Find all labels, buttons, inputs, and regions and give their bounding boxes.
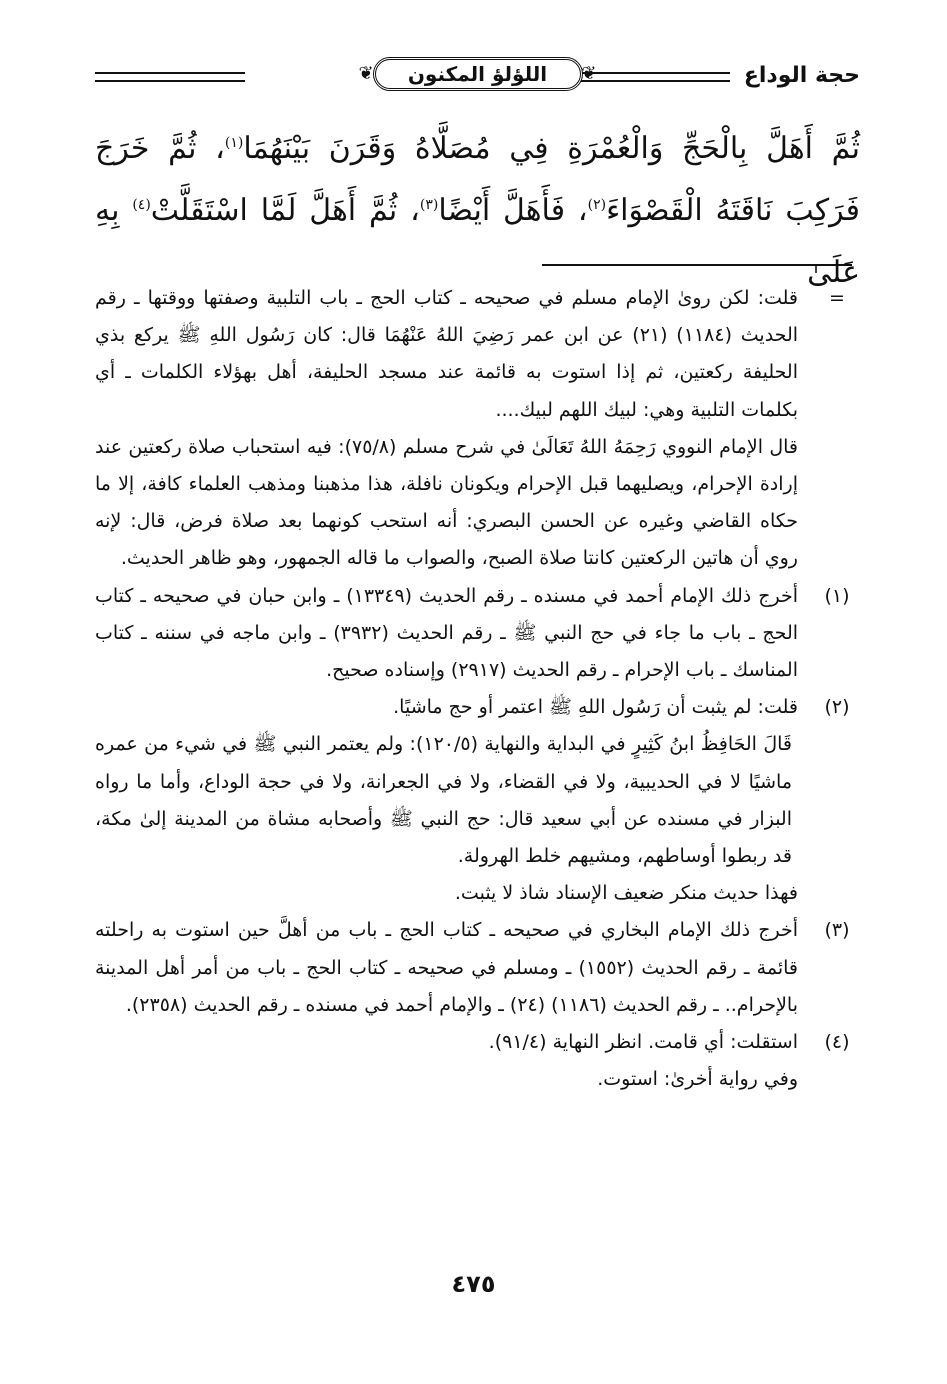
footnote-number: (٤)	[824, 1031, 850, 1054]
footnotes	[95, 280, 860, 1098]
footnote-paragraph: قال الإمام النووي رَحِمَهُ اللهُ تَعَالَىٰ في شرح مسلم (٧٥/٨): فيه استحباب صلاة ركعتين عند إرادة الإحرام، ويصليهما قبل الإحرام ويكونان نافلة، هذا مذهبنا ومذهب العلماء كافة، إلا ما حكاه القاضي وغيره عن الحسن البصري: أنه استحب كونهما بعد صلاة فرض، قال: لإنه روي أن هاتين الركعتين كانتا صلاة الصبح، والصواب ما قاله الجمهور، وهو ظاهر الحديث.	[95, 435, 799, 570]
footnote-ref-4[interactable]: (٤)	[132, 197, 151, 213]
ornament-icon: ❦	[581, 63, 597, 84]
text-segment: بِهِ عَلَىٰ	[95, 193, 860, 290]
footnote-paragraph: قلت: لم يثبت أن رَسُول اللهِ ﷺ اعتمر أو حج ماشيًا.	[393, 696, 798, 719]
text-segment: ثُمَّ أَهَلَّ بِالْحَجِّ وَالْعُمْرَةِ فِي مُصَلَّاهُ وَقَرَنَ بَيْنَهُمَا	[243, 131, 860, 166]
footnote-paragraph: وفي رواية أخرىٰ: استوت.	[597, 1068, 798, 1091]
footnote-4	[95, 1024, 860, 1098]
main-text-line	[95, 118, 860, 180]
header-rule-left	[95, 72, 245, 82]
footnote-separator	[542, 264, 852, 266]
footnote-paragraph: أخرج ذلك الإمام أحمد في مسنده ـ رقم الحديث (١٣٣٤٩) ـ وابن حبان في صحيحه ـ كتاب الحج ـ باب ما جاء في حج النبي ﷺ ـ رقم الحديث (٣٩٣٢) ـ وابن ماجه في سننه ـ كتاب المناسك ـ باب الإحرام ـ رقم الحديث (٢٩١٧) وإسناده صحيح.	[95, 584, 799, 682]
footnote-ref-2[interactable]: (٢)	[587, 197, 607, 213]
footnote-paragraph: قَالَ الحَافِظُ ابنُ كَثِيرٍ في البداية والنهاية (١٢٠/٥): ولم يعتمر النبي ﷺ في شيء من عمره ماشيًا لا في الحديبية، ولا في القضاء، ولا في الجعرانة، ولا في حجة الوداع، وأما ما رواه البزار في مسنده عن أبي سعيد قال: حج النبي ﷺ وأصحابه مشاة من المدينة إلىٰ مكة، قد ربطوا أوساطهم، ومشيهم خلط الهرولة.	[95, 733, 792, 868]
footnote-1	[95, 578, 860, 690]
footnote-3	[95, 912, 860, 1024]
footnote-paragraph: أخرج ذلك الإمام البخاري في صحيحه ـ كتاب الحج ـ باب من أهلَّ حين استوت به راحلته قائمة ـ رقم الحديث (١٥٥٢) ـ ومسلم في صحيحه ـ كتاب الحج ـ باب من أمر أهل المدينة بالإحرام.. ـ رقم الحديث (١١٨٦) (٢٤) ـ والإمام أحمد في مسنده ـ رقم الحديث (٢٣٥٨).	[95, 919, 798, 1016]
footnote-2	[95, 689, 860, 912]
page-number: ٤٧٥	[451, 1270, 496, 1298]
footnote-paragraph: فهذا حديث منكر ضعيف الإسناد شاذ لا يثبت.	[454, 882, 798, 905]
text-segment: ، ثُمَّ خَرَجَ	[95, 131, 225, 166]
continuation-marker: =	[829, 287, 845, 309]
footnote-number: (١)	[824, 584, 850, 607]
book-title: اللؤلؤ المكنون	[407, 62, 548, 86]
book-title-cartouche	[358, 57, 597, 91]
footnote-ref-1[interactable]: (١)	[224, 135, 244, 151]
footnote-number: (٢)	[824, 696, 850, 719]
running-header	[95, 55, 860, 95]
section-title: حجة الوداع	[743, 63, 860, 88]
header-rule-right	[580, 72, 730, 82]
text-segment: ، ثُمَّ أَهَلَّ لَمَّا اسْتَقَلَّتْ	[150, 193, 420, 228]
footnote-number: (٣)	[824, 919, 850, 942]
text-segment: ، فَأَهَلَّ أَيْضًا	[438, 193, 588, 228]
footnote-continuation	[95, 280, 860, 578]
footnote-paragraph: استقلت: أي قامت. انظر النهاية (٩١/٤).	[488, 1031, 798, 1054]
main-text	[95, 118, 860, 304]
ornament-icon: ❦	[358, 63, 374, 84]
footnote-ref-3[interactable]: (٣)	[419, 197, 439, 213]
footnote-paragraph: قلت: لكن روىٰ الإمام مسلم في صحيحه ـ كتاب الحج ـ باب التلبية وصفتها ووقتها ـ رقم الحديث (١١٨٤) (٢١) عن ابن عمر رَضِيَ اللهُ عَنْهُمَا قال: كان رَسُول اللهِ ﷺ يركع بذي الحليفة ركعتين، ثم إذا استوت به قائمة عند مسجد الحليفة، أهل بهؤلاء الكلمات ـ أي بكلمات التلبية وهي: لبيك اللهم لبيك....	[95, 287, 799, 421]
text-segment: فَرَكِبَ نَاقَتَهُ الْقَصْوَاءَ	[606, 193, 861, 228]
